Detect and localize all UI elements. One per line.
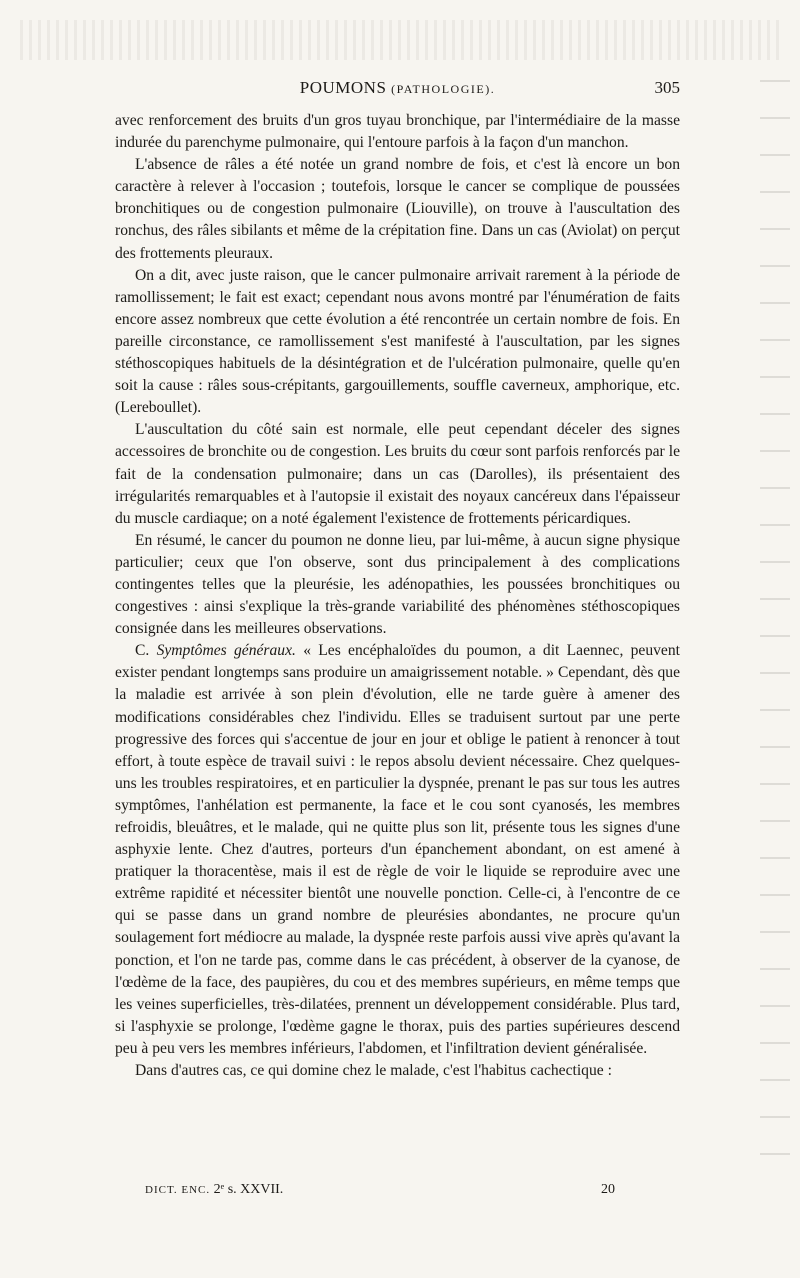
sheet-number: 20 [601,1182,615,1197]
paragraph-last: Dans d'autres cas, ce qui domine chez le malade, c'est l'habitus cachectique : [135,1062,612,1080]
signature-series: 2ᵉ s. XXVII. [213,1182,284,1197]
paragraph-2: L'absence de râles a été notée un grand nombre de fois, et c'est là encore un bon caractère à relever à l'occasion ; toutefois, lorsque le cancer se complique de poussées bronchitiques ou de congestion pulmonaire (Liouville), on trouve à l'auscultation des ronchus, des râles sibilants et même de la crépitation fine. Dans un cas (Aviolat) on perçut des frottements pleuraux. [115,156,680,262]
paragraph-5: En résumé, le cancer du poumon ne donne lieu, par lui-même, à aucun signe physique particulier; ceux que l'on observe, sont dus principalement à des complications contingentes telles que la pleurésie, les adénopathies, les poussées bronchitiques ou congestives : ainsi s'explique la très-grande variabilité des phénomènes stéthoscopiques consignée dans les meilleures observations. [115,531,680,638]
running-title-sub: (PATHOLOGIE). [391,82,496,96]
signature-abbrev: DICT. ENC. [145,1184,211,1196]
page-header [115,78,680,102]
body-text [115,110,680,1082]
signature-mark [145,1182,283,1198]
print-smudge [20,20,780,60]
margin-marks [760,80,790,1160]
running-title [115,78,680,98]
section-label: C. [135,642,150,660]
paragraph-1: avec renforcement des bruits d'un gros tuyau bronchique, par l'intermédiaire de la masse indurée du parenchyme pulmonaire, qui l'entoure parfois à la façon d'un manchon. [115,112,680,152]
running-title-main: POUMONS [299,78,387,97]
paragraph-4: L'auscultation du côté sain est normale, elle peut cependant déceler des signes accessoires de bronchite ou de congestion. Les bruits du cœur sont parfois renforcés par le fait de la condensation pulmonaire; dans un cas (Darolles), ils présentaient des irrégularités remarquables et à l'autopsie il existait des noyaux cancéreux dans l'épaisseur du muscle cardiaque; on a noté également l'existence de frottements péricardiques. [115,421,680,527]
section-text: « Les encéphaloïdes du poumon, a dit Laennec, peuvent exister pendant longtemps sans produire un amaigrissement notable. » Cependant, dès que la maladie est arrivée à son plein d'évolution, elle ne tarde guère à amener des modifications considérables chez l'individu. Elles se traduisent surtout par une perte progressive des forces qui s'accentue de jour en jour et oblige le patient à renoncer à tout effort, à toute espèce de travail suivi : le repos absolu devient nécessaire. Chez quelques-uns les troubles respiratoires, et en particulier la dyspnée, prenant le pas sur tous les autres symptômes, l'anhélation est permanente, la face et le cou sont cyanosés, les membres refroidis, bleuâtres, et le malade, qui ne quitte plus son lit, présente tous les signes d'une asphyxie lente. Chez d'autres, porteurs d'un épanchement abondant, on est amené à pratiquer la thoracentèse, mais il est de règle de voir le liquide se reproduire avec une extrême rapidité et nécessiter bientôt une nouvelle ponction. Celle-ci, à l'encontre de ce qui se passe dans un grand nombre de pleurésies abondantes, ne procure qu'un soulagement fort médiocre au malade, la dyspnée reste parfois aussi vive après qu'avant la ponction, et l'on ne tarde pas, comme dans le cas précédent, à observer de la cyanose, de l'œdème de la face, des paupières, du cou et des membres supérieurs, en même temps que les veines superficielles, très-dilatées, prennent un développement considérable. Plus tard, si l'asphyxie se prolonge, l'œdème gagne le thorax, puis des parties supérieures descend peu à peu vers les membres inférieurs, l'abdomen, et l'infiltration devient généralisée. [115,642,680,1057]
page-footer [145,1182,615,1204]
page-number: 305 [654,78,680,97]
section-heading: Symptômes généraux. [156,642,296,660]
paragraph-3: On a dit, avec juste raison, que le cancer pulmonaire arrivait rarement à la période de ramollissement; le fait est exact; cependant nous avons montré par l'énumération de faits encore assez nombreux que cette évolution a été rencontrée un certain nombre de fois. En pareille circonstance, ce ramollissement s'est manifesté à l'auscultation, par les signes stéthoscopiques habituels de la désintégration et de l'ulcération pulmonaire, quelle qu'en soit la cause : râles sous-crépitants, gargouillements, souffle caverneux, amphorique, etc. (Lereboullet). [115,266,680,417]
section-paragraph [115,640,680,1060]
